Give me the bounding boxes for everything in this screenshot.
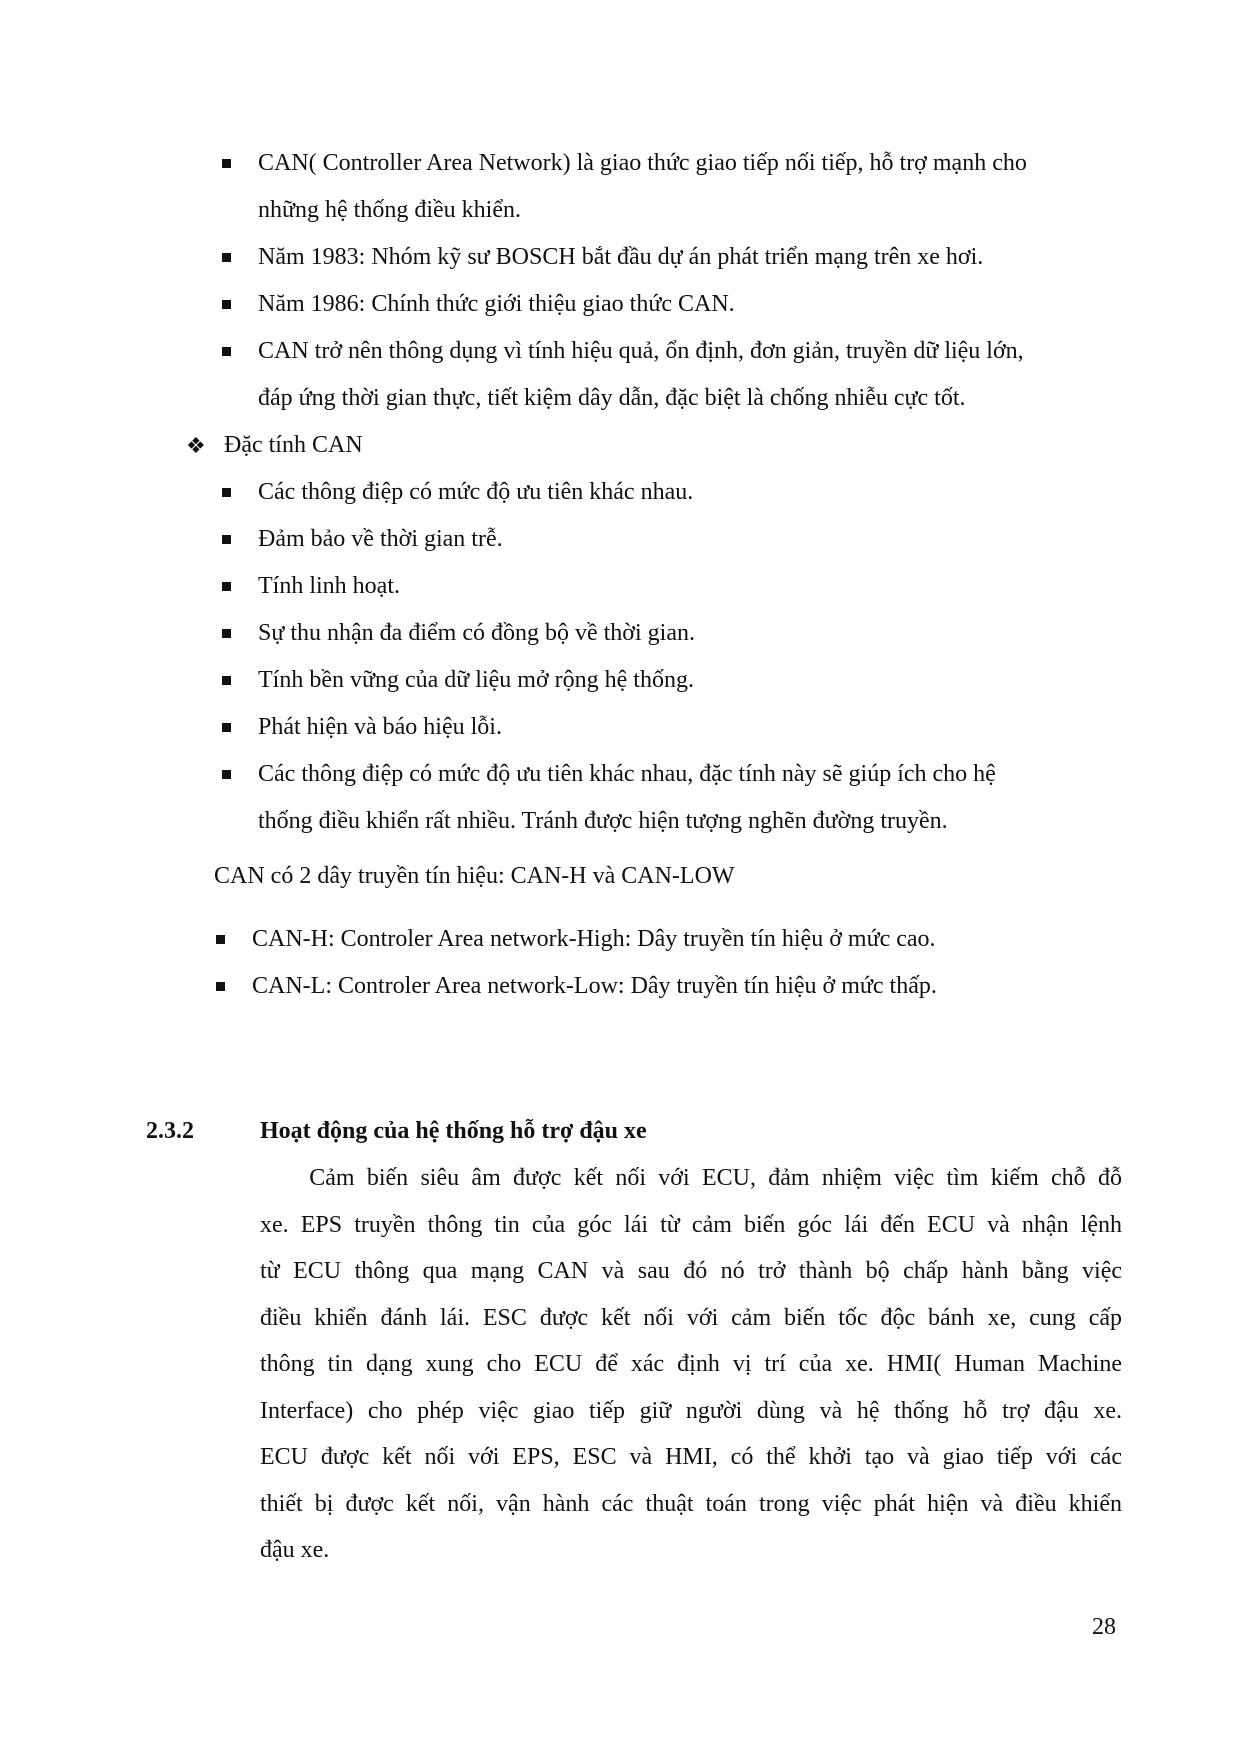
paragraph-line: Cảm biến siêu âm được kết nối với ECU, đảm nhiệm việc tìm kiếm chỗ đỗ (260, 1165, 1122, 1191)
square-bullet-icon (222, 159, 231, 168)
list-item-text: Tính linh hoạt. (258, 573, 400, 599)
intro-bullet-list (222, 140, 1122, 422)
body-paragraph (260, 1155, 1122, 1574)
list-item-text: Đảm bảo về thời gian trễ. (258, 526, 503, 552)
paragraph-line: thông tin dạng xung cho ECU để xác định vị trí của xe. HMI( Human Machine (260, 1351, 1122, 1377)
list-item-text: CAN-L: Controler Area network-Low: Dây truyền tín hiệu ở mức thấp. (252, 973, 937, 999)
square-bullet-icon (222, 770, 231, 779)
list-item (222, 140, 1122, 234)
list-item-text: Phát hiện và báo hiệu lỗi. (258, 714, 502, 740)
diamond-bullet-icon: ❖ (186, 433, 206, 458)
paragraph-line: từ ECU thông qua mạng CAN và sau đó nó trở thành bộ chấp hành bằng việc (260, 1258, 1122, 1284)
list-item (222, 704, 1122, 751)
wires-intro-text: CAN có 2 dây truyền tín hiệu: CAN-H và CAN-LOW (214, 863, 735, 889)
feature-bullet-list (222, 469, 1122, 845)
paragraph-line: Interface) cho phép việc giao tiếp giữ người dùng và hệ thống hỗ trợ đậu xe. (260, 1397, 1122, 1424)
paragraph-line: xe. EPS truyền thông tin của góc lái từ cảm biến góc lái đến ECU và nhận lệnh (260, 1211, 1122, 1238)
list-item-text: CAN( Controller Area Network) là giao thức giao tiếp nối tiếp, hỗ trợ mạnh cho (258, 150, 1027, 176)
list-item-text: thống điều khiển rất nhiều. Tránh được hiện tượng nghẽn đường truyền. (258, 808, 948, 834)
list-item (222, 563, 1122, 610)
list-item (222, 751, 1122, 845)
list-item (216, 916, 1116, 963)
list-item (222, 281, 1122, 328)
square-bullet-icon (222, 582, 231, 591)
square-bullet-icon (216, 935, 225, 944)
list-item (222, 516, 1122, 563)
paragraph-line: thiết bị được kết nối, vận hành các thuật toán trong việc phát hiện và điều khiển (260, 1490, 1122, 1517)
wire-bullet-list (216, 916, 1116, 1010)
square-bullet-icon (222, 253, 231, 262)
list-item-text: Năm 1983: Nhóm kỹ sư BOSCH bắt đầu dự án phát triển mạng trên xe hơi. (258, 244, 984, 270)
paragraph-line: ECU được kết nối với EPS, ESC và HMI, có thể khởi tạo và giao tiếp với các (260, 1444, 1122, 1470)
list-item-text: CAN trở nên thông dụng vì tính hiệu quả, ổn định, đơn giản, truyền dữ liệu lớn, (258, 338, 1024, 364)
features-heading-text: Đặc tính CAN (224, 432, 363, 458)
section-number: 2.3.2 (146, 1118, 194, 1144)
paragraph-line: điều khiển đánh lái. ESC được kết nối với cảm biến tốc độc bánh xe, cung cấp (260, 1304, 1122, 1331)
page-number: 28 (1092, 1614, 1116, 1640)
list-item (222, 234, 1122, 281)
square-bullet-icon (216, 982, 225, 991)
list-item-text: Tính bền vững của dữ liệu mở rộng hệ thống. (258, 667, 694, 693)
list-item-text: đáp ứng thời gian thực, tiết kiệm dây dẫn, đặc biệt là chống nhiễu cực tốt. (258, 385, 966, 411)
square-bullet-icon (222, 535, 231, 544)
list-item (222, 610, 1122, 657)
square-bullet-icon (222, 629, 231, 638)
list-item (222, 657, 1122, 704)
square-bullet-icon (222, 723, 231, 732)
square-bullet-icon (222, 300, 231, 309)
list-item (216, 963, 1116, 1010)
list-item-text: Năm 1986: Chính thức giới thiệu giao thức CAN. (258, 291, 735, 317)
list-item (222, 328, 1122, 422)
list-item (222, 469, 1122, 516)
square-bullet-icon (222, 488, 231, 497)
section-title: Hoạt động của hệ thống hỗ trợ đậu xe (260, 1118, 647, 1144)
list-item-text: Sự thu nhận đa điểm có đồng bộ về thời gian. (258, 620, 695, 646)
paragraph-line: đậu xe. (260, 1537, 330, 1563)
square-bullet-icon (222, 676, 231, 685)
list-item-text: CAN-H: Controler Area network-High: Dây truyền tín hiệu ở mức cao. (252, 926, 936, 952)
list-item-text: Các thông điệp có mức độ ưu tiên khác nhau. (258, 479, 694, 505)
list-item-text: Các thông điệp có mức độ ưu tiên khác nhau, đặc tính này sẽ giúp ích cho hệ (258, 761, 996, 787)
list-item-text: những hệ thống điều khiển. (258, 197, 521, 223)
square-bullet-icon (222, 347, 231, 356)
